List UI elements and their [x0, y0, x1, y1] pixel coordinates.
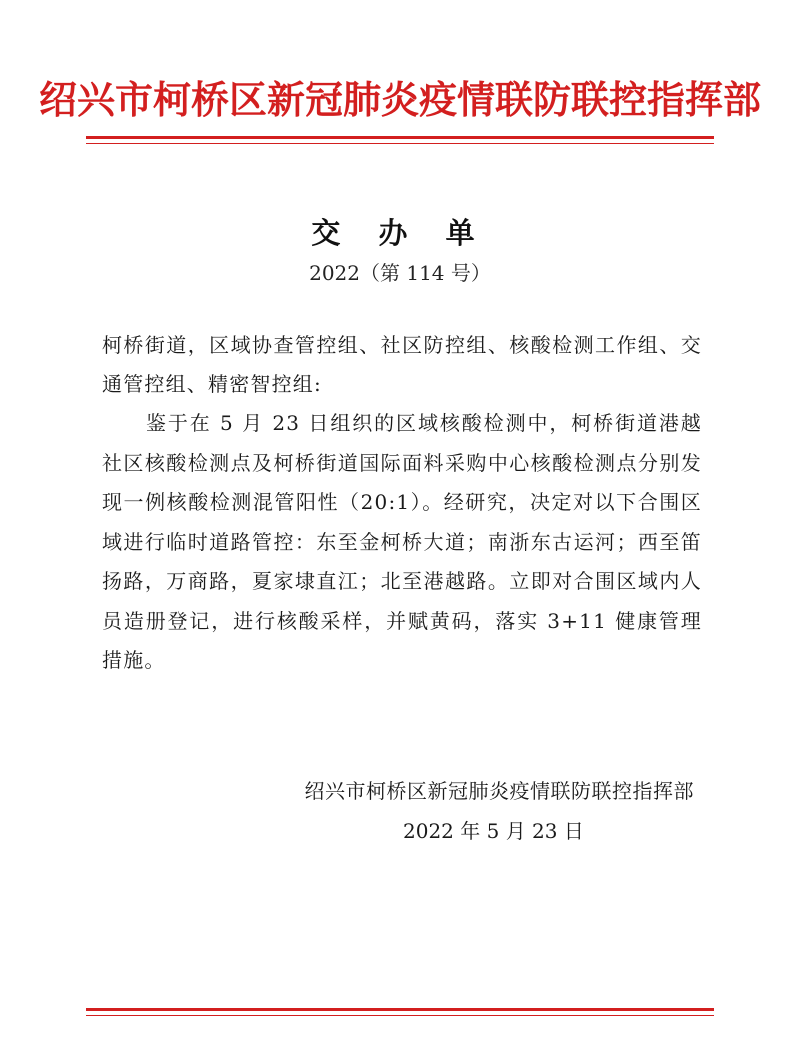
signature-date: 2022 年 5 月 23 日	[403, 819, 584, 843]
footer-rule-thin	[86, 1015, 714, 1016]
document-title: 交 办 单	[311, 216, 489, 250]
recipients-paragraph: 柯桥街道，区域协查管控组、社区防控组、核酸检测工作组、交通管控组、精密智控组:	[102, 333, 702, 396]
document-number: 2022（第 114 号）	[309, 261, 491, 285]
org-header-title: 绍兴市柯桥区新冠肺炎疫情联防联控指挥部	[38, 77, 761, 122]
signature-org: 绍兴市柯桥区新冠肺炎疫情联防联控指挥部	[304, 779, 694, 803]
header-rule-thick	[86, 136, 714, 139]
header-rule-thin	[86, 143, 714, 144]
footer-rule-thick	[86, 1008, 714, 1011]
body-paragraph: 鉴于在 5 月 23 日组织的区域核酸检测中，柯桥街道港越社区核酸检测点及柯桥街道国际面料采购中心核酸检测点分别发现一例核酸检测混管阳性（20:1）。经研究，决定对以下合围区域进行临时道路管控：东至金柯桥大道；南浙东古运河；西至笛扬路，万商路，夏家埭直江；北至港越路。立即对合围区域内人员造册登记，进行核酸采样，并赋黄码，落实 3+11 健康管理措施。	[102, 411, 702, 672]
